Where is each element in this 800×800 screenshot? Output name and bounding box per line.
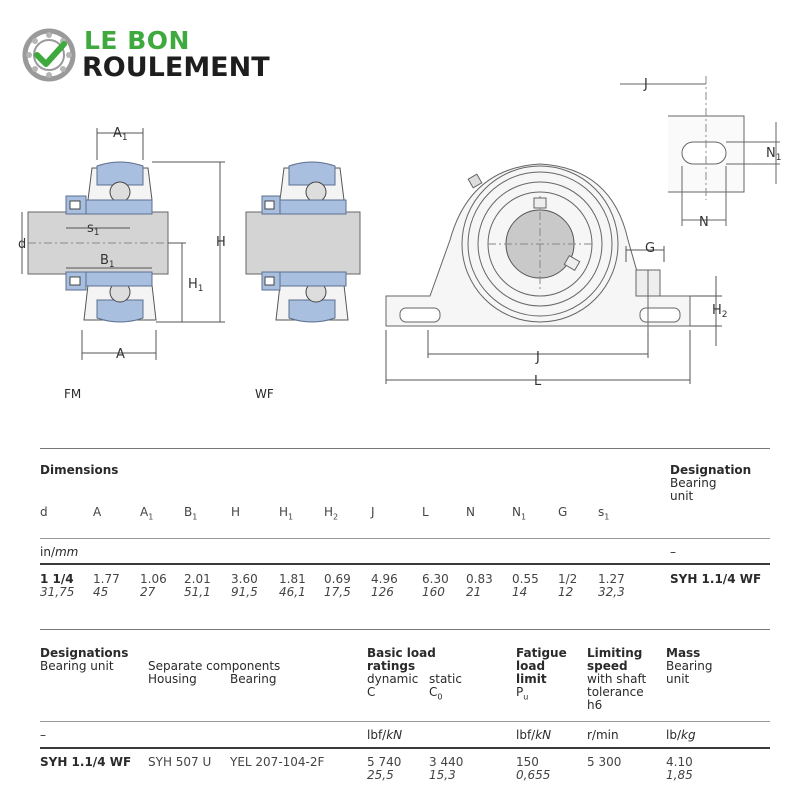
des-bearing-unit: SYH 1.1/4 WF [40,755,132,769]
dim-cell-inch: 6.30 [422,572,449,586]
dim-cell-inch: 1 1/4 [40,572,74,586]
dim-cell-mm: 126 [371,585,394,599]
dim-table-title: Dimensions [40,463,119,477]
dim-cell-inch: 0.83 [466,572,493,586]
dim-designation-title: Designation [670,463,752,477]
des-h-C0: $C_0$ [429,685,443,702]
dim-col-header: d [40,505,48,519]
des-units-mass: lb/kg [666,728,696,742]
des-h-fatigue-2: load [516,659,546,673]
dim-label-L: L [534,374,542,389]
dim-cell-mm: 51,1 [184,585,211,599]
des-h-mass-2: Bearing [666,659,713,673]
des-h-fatigue-1: Fatigue [516,646,567,660]
dim-cell-mm: 45 [93,585,109,599]
des-h-limiting-3: with shaft [587,672,647,686]
des-h-limiting-5: h6 [587,698,603,712]
dim-row-designation: SYH 1.1/4 WF [670,572,762,586]
des-h-limiting-2: speed [587,659,628,673]
dim-label-B1: $B_1$ [100,253,115,270]
des-h-bearing: Bearing [230,672,277,686]
des-h-fatigue-3: limit [516,672,547,686]
des-h-bearing-unit: Bearing unit [40,659,114,673]
des-header-rule [40,721,770,722]
dim-cell-inch: 0.69 [324,572,351,586]
dim-label-G: G [645,241,656,256]
dim-label-d: d [18,237,27,252]
des-h-static: static [429,672,462,686]
dim-data-rule [40,563,770,565]
des-h-designations: Designations [40,646,129,660]
dim-cell-inch: 0.55 [512,572,539,586]
des-dynamic-kn: 25,5 [367,768,394,782]
dim-cell-mm: 21 [466,585,482,599]
des-housing: SYH 507 U [148,755,212,769]
des-fatigue-kn: 0,655 [516,768,551,782]
dim-cell-inch: 2.01 [184,572,211,586]
des-units-load: lbf/kN [367,728,403,742]
dim-cell-mm: 46,1 [279,585,306,599]
dim-cell-inch: 1.27 [598,572,625,586]
des-h-dynamic: dynamic [367,672,419,686]
dim-label-J: J [536,350,540,365]
dim-label-H1: $H_1$ [188,277,204,294]
des-h-housing: Housing [148,672,197,686]
dim-col-header: $H_1$ [279,505,294,522]
dim-cell-mm: 32,3 [598,585,625,599]
des-h-basic-load-1: Basic load [367,646,436,660]
logo-line2: ROULEMENT [82,52,270,83]
des-speed: 5 300 [587,755,622,769]
dim-cell-inch: 4.96 [371,572,398,586]
dim-designation-sub1: Bearing [670,476,717,490]
des-h-limiting-4: tolerance [587,685,644,699]
dim-col-header: H [231,505,241,519]
des-units-speed: r/min [587,728,619,742]
des-units-dash: – [40,728,46,742]
dim-cell-mm: 14 [512,585,528,599]
dim-cell-mm: 27 [140,585,156,599]
dim-cell-inch: 1.77 [93,572,120,586]
dim-col-header: N [466,505,475,519]
des-h-separate: Separate components [148,659,281,673]
des-mass-lb: 4.10 [666,755,693,769]
logo-line1: LE BON [84,26,190,55]
dim-col-header: $A_1$ [140,505,154,522]
dim-cell-inch: 1.06 [140,572,167,586]
dim-col-header: A [93,505,102,519]
des-h-Pu: $P_u$ [516,685,529,702]
dim-cell-mm: 17,5 [324,585,351,599]
des-table-top-rule [40,629,770,630]
dim-col-header: J [371,505,375,519]
dim-col-header: $N_1$ [512,505,527,522]
dim-col-header: $s_1$ [598,505,610,522]
dim-label-H: H [216,235,226,250]
dim-label-N: N [699,215,709,230]
dim-label-A1: $A_1$ [113,126,128,143]
slot-detail-view [620,76,780,226]
dim-col-header: $H_2$ [324,505,339,522]
dim-label-J-top: J [644,77,648,92]
dim-cell-inch: 1/2 [558,572,578,586]
des-h-basic-load-2: ratings [367,659,416,673]
fm-caption: FM [64,387,82,401]
des-units-fatigue: lbf/kN [516,728,552,742]
dim-col-header: G [558,505,568,519]
fm-section-view [22,128,225,360]
dim-label-H2: $H_2$ [712,303,728,320]
dim-table-top-rule [40,448,770,449]
des-bearing: YEL 207-104-2F [230,755,325,769]
des-static-kn: 15,3 [429,768,456,782]
dim-units-dash: – [670,545,676,559]
dim-cell-mm: 12 [558,585,574,599]
des-h-mass-1: Mass [666,646,701,660]
dim-cell-mm: 160 [422,585,445,599]
des-mass-kg: 1,85 [666,768,693,782]
dim-label-s1: $s_1$ [87,221,100,238]
dim-label-N1: $N_1$ [766,146,782,163]
des-h-mass-3: unit [666,672,690,686]
dim-col-header: $B_1$ [184,505,198,522]
des-dynamic-lbf: 5 740 [367,755,402,769]
des-h-C: C [367,685,376,699]
dim-cell-inch: 1.81 [279,572,306,586]
dim-designation-sub2: unit [670,489,694,503]
des-h-limiting-1: Limiting [587,646,643,660]
dim-label-A: A [116,347,125,362]
des-fatigue-lbf: 150 [516,755,539,769]
des-static-lbf: 3 440 [429,755,464,769]
wf-caption: WF [255,387,274,401]
dim-units: in/mm [40,545,79,559]
dim-cell-mm: 31,75 [40,585,75,599]
dim-cell-inch: 3.60 [231,572,258,586]
dim-cell-mm: 91,5 [231,585,258,599]
dim-col-header: L [422,505,429,519]
des-data-rule [40,747,770,749]
dim-header-rule [40,538,770,539]
wf-section-view [246,162,360,322]
